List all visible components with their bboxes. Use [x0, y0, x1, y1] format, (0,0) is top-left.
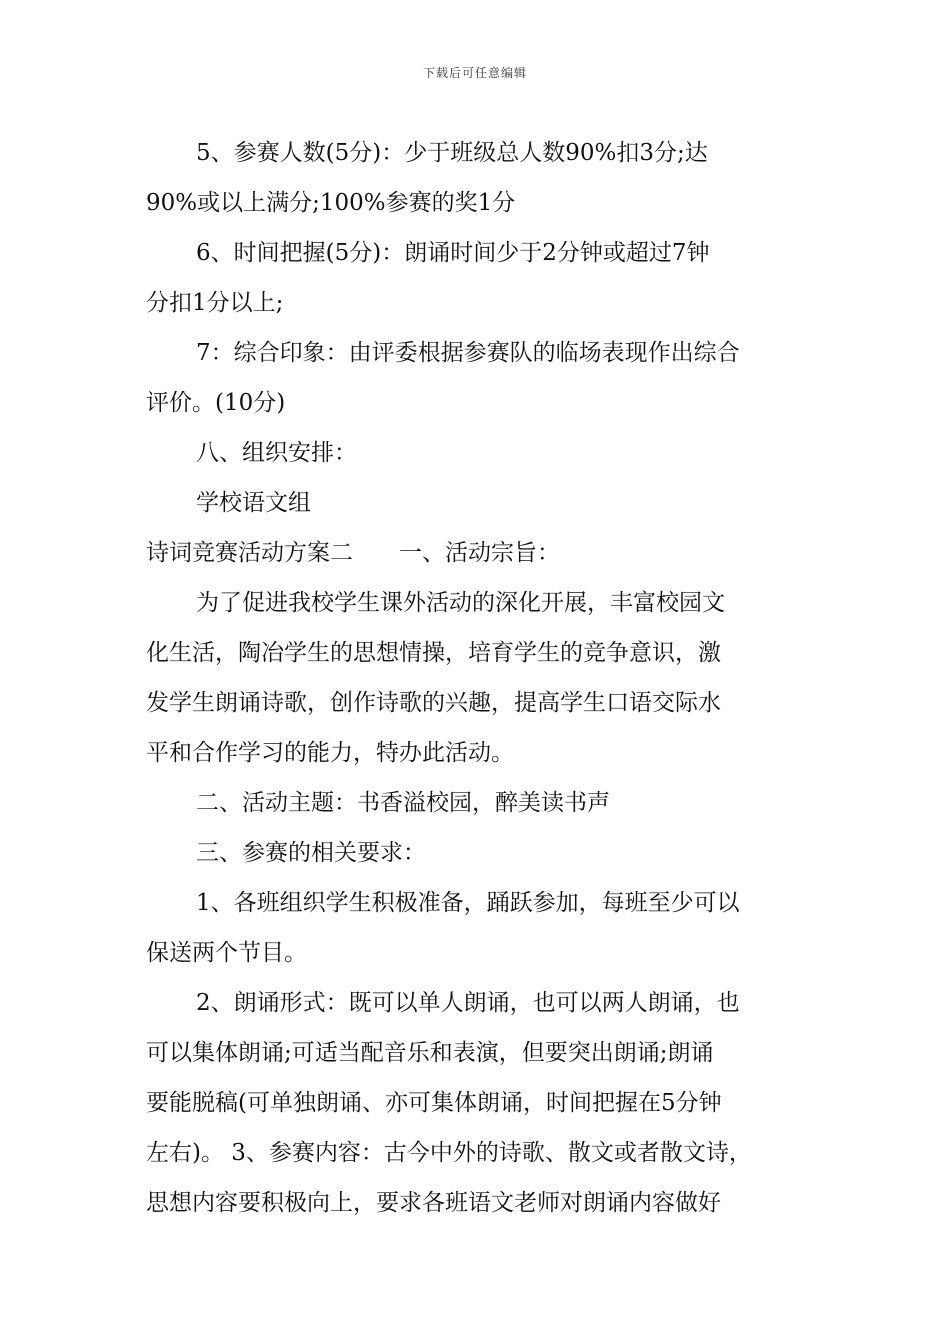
text-line: 可以集体朗诵;可适当配音乐和表演，但要突出朗诵;朗诵: [146, 1040, 714, 1066]
document-body: [146, 128, 814, 1228]
text-line: 6、时间把握(5分)：朗诵时间少于2分钟或超过7钟: [196, 240, 710, 266]
text-line: 平和合作学习的能力，特办此活动。: [146, 740, 514, 766]
text-line: 化生活，陶冶学生的思想情操，培育学生的竞争意识，激: [146, 640, 721, 666]
text-line: 1、各班组织学生积极准备，踊跃参加，每班至少可以: [196, 890, 740, 916]
text-line: 保送两个节目。: [146, 940, 307, 966]
text-line: 发学生朗诵诗歌，创作诗歌的兴趣，提高学生口语交际水: [146, 690, 721, 716]
text-line: 2、朗诵形式：既可以单人朗诵，也可以两人朗诵，也: [196, 990, 740, 1016]
text-line: 评价。(10分): [146, 390, 286, 416]
text-line: 分扣1分以上;: [146, 290, 284, 316]
text-line: 为了促进我校学生课外活动的深化开展，丰富校园文: [196, 590, 725, 616]
section-heading: 八、组织安排：: [196, 440, 357, 466]
page-header: 下载后可任意编辑: [422, 66, 527, 80]
text-line: 90%或以上满分;100%参赛的奖1分: [146, 190, 516, 216]
section-heading: 二、活动主题：书香溢校园，醉美读书声: [196, 790, 610, 816]
section-heading: 三、参赛的相关要求：: [196, 840, 426, 866]
text-line: 5、参赛人数(5分)：少于班级总人数90%扣3分;达: [196, 140, 708, 166]
text-line: 学校语文组: [196, 490, 311, 516]
text-line: 左右)。 3、参赛内容：古今中外的诗歌、散文或者散文诗，: [146, 1140, 752, 1166]
document-title: 诗词竞赛活动方案二 一、活动宗旨：: [146, 540, 560, 566]
text-line: 思想内容要积极向上，要求各班语文老师对朗诵内容做好: [146, 1190, 721, 1216]
text-line: 要能脱稿(可单独朗诵、亦可集体朗诵，时间把握在5分钟: [146, 1090, 722, 1116]
text-line: 7：综合印象：由评委根据参赛队的临场表现作出综合: [196, 340, 740, 366]
